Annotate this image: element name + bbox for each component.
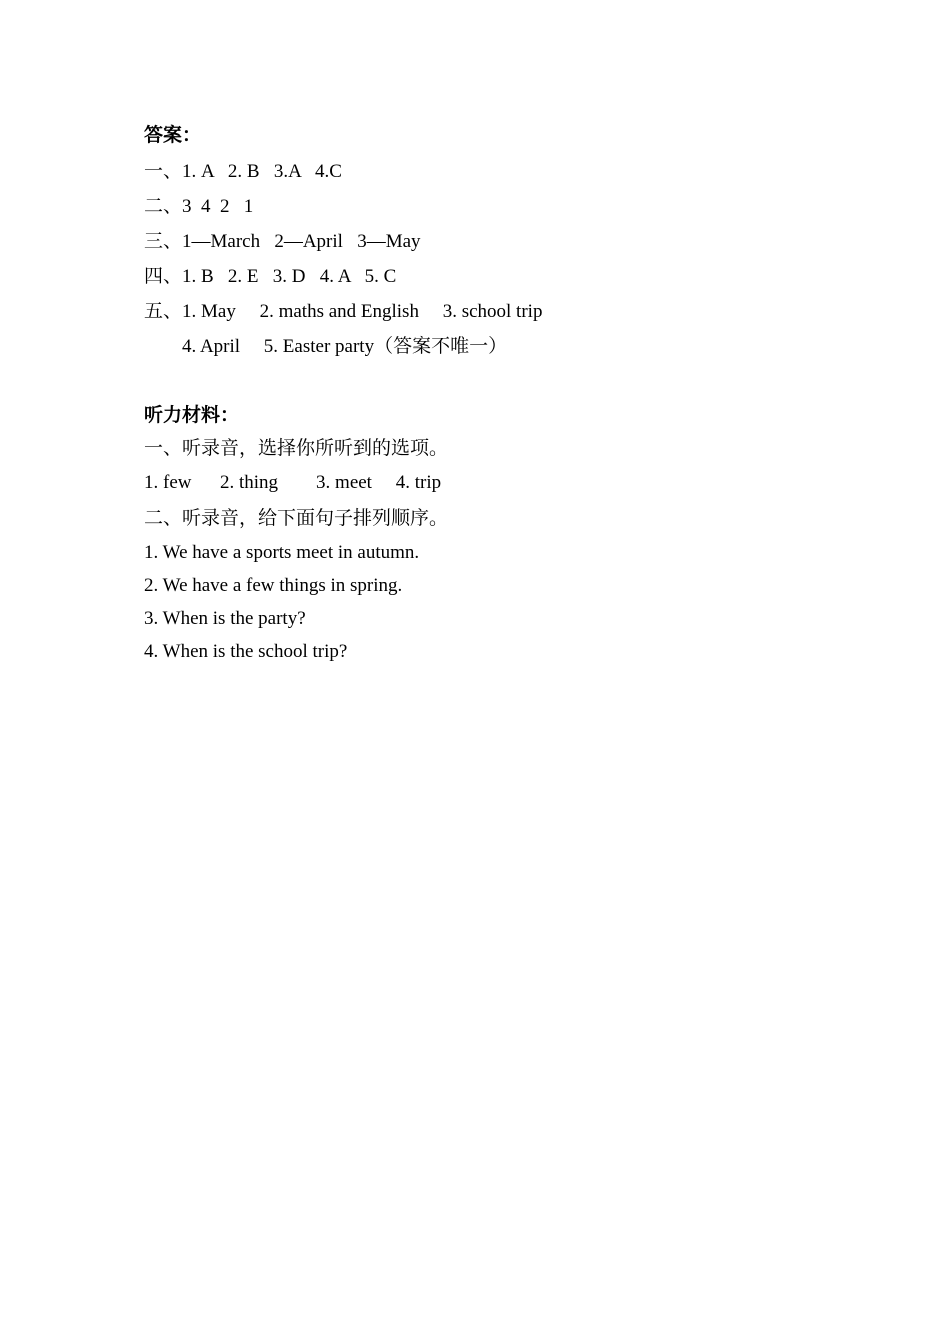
answer-line-5: 五、1. May 2. maths and English 3. school trip	[144, 301, 543, 322]
listening-line-1: 一、听录音，选择你所听到的选项。	[144, 438, 449, 459]
answer-line-1: 一、1. A 2. B 3.A 4.C	[144, 161, 342, 182]
answer-line-2: 二、3 4 2 1	[144, 196, 254, 217]
answer-line-4: 四、1. B 2. E 3. D 4. A 5. C	[144, 266, 397, 287]
listening-line-7: 4. When is the school trip?	[144, 641, 348, 662]
answer-line-5-continued: 4. April 5. Easter party（答案不唯一）	[182, 336, 508, 357]
answers-heading: 答案：	[144, 125, 202, 146]
listening-line-6: 3. When is the party?	[144, 608, 306, 629]
listening-line-5: 2. We have a few things in spring.	[144, 575, 403, 596]
answer-line-3: 三、1—March 2—April 3—May	[144, 231, 421, 252]
listening-heading: 听力材料：	[144, 405, 240, 426]
listening-line-3: 二、听录音，给下面句子排列顺序。	[144, 508, 449, 529]
listening-line-2: 1. few 2. thing 3. meet 4. trip	[144, 472, 442, 493]
listening-line-4: 1. We have a sports meet in autumn.	[144, 542, 420, 563]
